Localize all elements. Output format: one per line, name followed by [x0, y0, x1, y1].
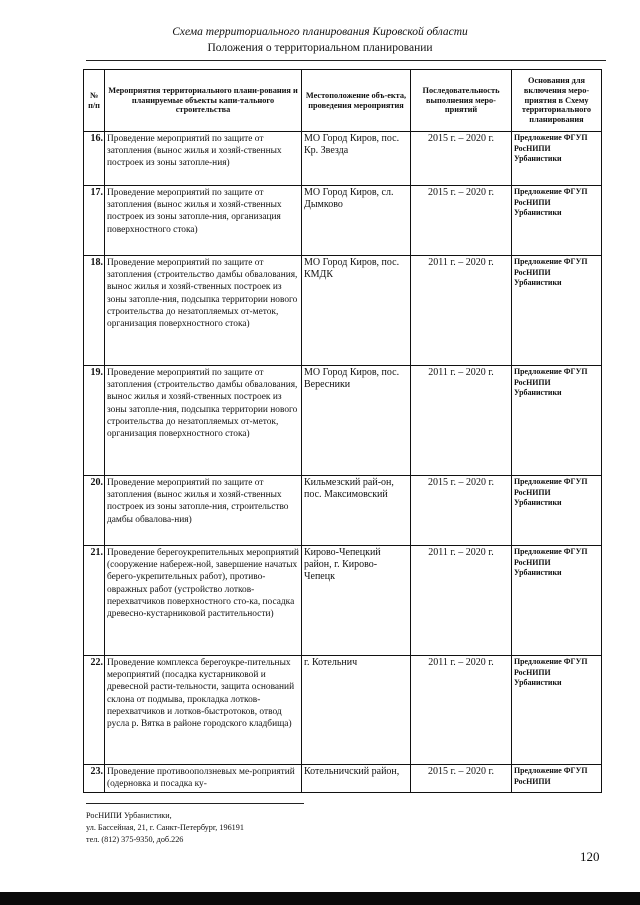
table-row — [84, 256, 602, 366]
measures-table — [83, 69, 602, 793]
header-divider — [86, 60, 606, 61]
row-location: МО Город Киров, сл. Дымково — [302, 186, 411, 256]
document-header-title: Схема территориального планирования Кировской области — [172, 26, 468, 38]
row-location: Кильмезский рай-он, пос. Максимовский — [302, 476, 411, 546]
row-measure: Проведение мероприятий по защите от затопления (строительство дамбы обвалования, вынос жилья и хозяй-ственных построек из зоны затопле-ния, подсыпка территории нового строительства до незатопляемых от-меток, организация поверхностного стока) — [105, 366, 302, 476]
table-header-row — [84, 70, 602, 132]
row-period: 2015 г. – 2020 г. — [411, 186, 512, 256]
footer-phone: тел. (812) 375-9350, доб.226 — [86, 835, 184, 844]
row-measure: Проведение мероприятий по защите от затопления (строительство дамбы обвалования, вынос жилья и хозяй-ственных построек из зоны затопле-ния, подсыпка территории нового строительства до незатопляемых от-меток, организация поверхностного стока) — [105, 256, 302, 366]
row-period: 2015 г. – 2020 г. — [411, 476, 512, 546]
row-period: 2011 г. – 2020 г. — [411, 656, 512, 765]
row-location: Кирово-Чепецкий район, г. Кирово-Чепецк — [302, 546, 411, 656]
col-header-basis: Основания для включения меро-приятия в Схему территориального планирования — [512, 70, 602, 132]
col-header-location: Местоположение объ-екта, проведения мероприятия — [302, 70, 411, 132]
table-row — [84, 656, 602, 765]
row-basis: Предложение ФГУП РосНИПИ Урбанистики — [512, 366, 602, 476]
row-number: 20. — [84, 476, 105, 546]
row-location: МО Город Киров, пос. КМДК — [302, 256, 411, 366]
row-basis: Предложение ФГУП РосНИПИ Урбанистики — [512, 476, 602, 546]
row-number: 21. — [84, 546, 105, 656]
col-header-measure: Мероприятия территориального плани-рования и планируемые объекты капи-тального строительства — [105, 70, 302, 132]
row-number: 22. — [84, 656, 105, 765]
row-measure: Проведение комплекса берегоукре-пительных мероприятий (посадка кустарниковой и древесной расти-тельности, защита оснований склона от подмыва, прокладка лотков-перехватчиков и лотков-быстротоков, отвод русла р. Вятка в районе городского кладбища) — [105, 656, 302, 765]
row-period: 2011 г. – 2020 г. — [411, 256, 512, 366]
row-period: 2011 г. – 2020 г. — [411, 546, 512, 656]
row-basis: Предложение ФГУП РосНИПИ Урбанистики — [512, 256, 602, 366]
row-measure: Проведение мероприятий по защите от затопления (вынос жилья и хозяй-ственных построек из зоны затопле-ния) — [105, 132, 302, 186]
table-row — [84, 132, 602, 186]
row-number: 23. — [84, 765, 105, 793]
row-period: 2011 г. – 2020 г. — [411, 366, 512, 476]
row-basis: Предложение ФГУП РосНИПИ Урбанистики — [512, 656, 602, 765]
table-row — [84, 366, 602, 476]
row-number: 19. — [84, 366, 105, 476]
row-location: г. Котельнич — [302, 656, 411, 765]
table-row — [84, 546, 602, 656]
table-row — [84, 476, 602, 546]
col-header-period: Последовательность выполнения меро-приятий — [411, 70, 512, 132]
row-location: МО Город Киров, пос. Кр. Звезда — [302, 132, 411, 186]
row-basis: Предложение ФГУП РосНИПИ — [512, 765, 602, 793]
row-measure: Проведение мероприятий по защите от затопления (вынос жилья и хозяй-ственных построек из зоны затопле-ния, строительство дамбы обвалова-ния) — [105, 476, 302, 546]
row-measure: Проведение мероприятий по защите от затопления (вынос жилья и хозяй-ственных построек из зоны затопле-ния, организация поверхностного стока) — [105, 186, 302, 256]
document-header-subtitle: Положения о территориальном планировании — [207, 42, 433, 54]
row-measure: Проведение берегоукрепительных мероприятий (сооружение набереж-ной, завершение начатых берего-укрепительных работ), противо-овражных работ (устройство лотков-перехватчиков поверхностного сто-ка, посадка древесно-кустарниковой растительности) — [105, 546, 302, 656]
table-row — [84, 765, 602, 793]
row-number: 16. — [84, 132, 105, 186]
row-location: МО Город Киров, пос. Вересники — [302, 366, 411, 476]
page-number: 120 — [580, 849, 600, 864]
row-period: 2015 г. – 2020 г. — [411, 132, 512, 186]
footer-address: ул. Бассейная, 21, г. Санкт-Петербург, 196191 — [86, 823, 244, 832]
row-number: 18. — [84, 256, 105, 366]
table-row — [84, 186, 602, 256]
footer-org: РосНИПИ Урбанистики, — [86, 811, 172, 820]
row-basis: Предложение ФГУП РосНИПИ Урбанистики — [512, 132, 602, 186]
scan-edge-bar — [0, 892, 640, 905]
row-period: 2015 г. – 2020 г. — [411, 765, 512, 793]
footer-divider — [86, 803, 304, 804]
row-number: 17. — [84, 186, 105, 256]
row-location: Котельничский район, — [302, 765, 411, 793]
col-header-num: № п/п — [84, 70, 105, 132]
row-basis: Предложение ФГУП РосНИПИ Урбанистики — [512, 546, 602, 656]
row-measure: Проведение противооползневых ме-роприятий (одерновка и посадка ку- — [105, 765, 302, 793]
row-basis: Предложение ФГУП РосНИПИ Урбанистики — [512, 186, 602, 256]
